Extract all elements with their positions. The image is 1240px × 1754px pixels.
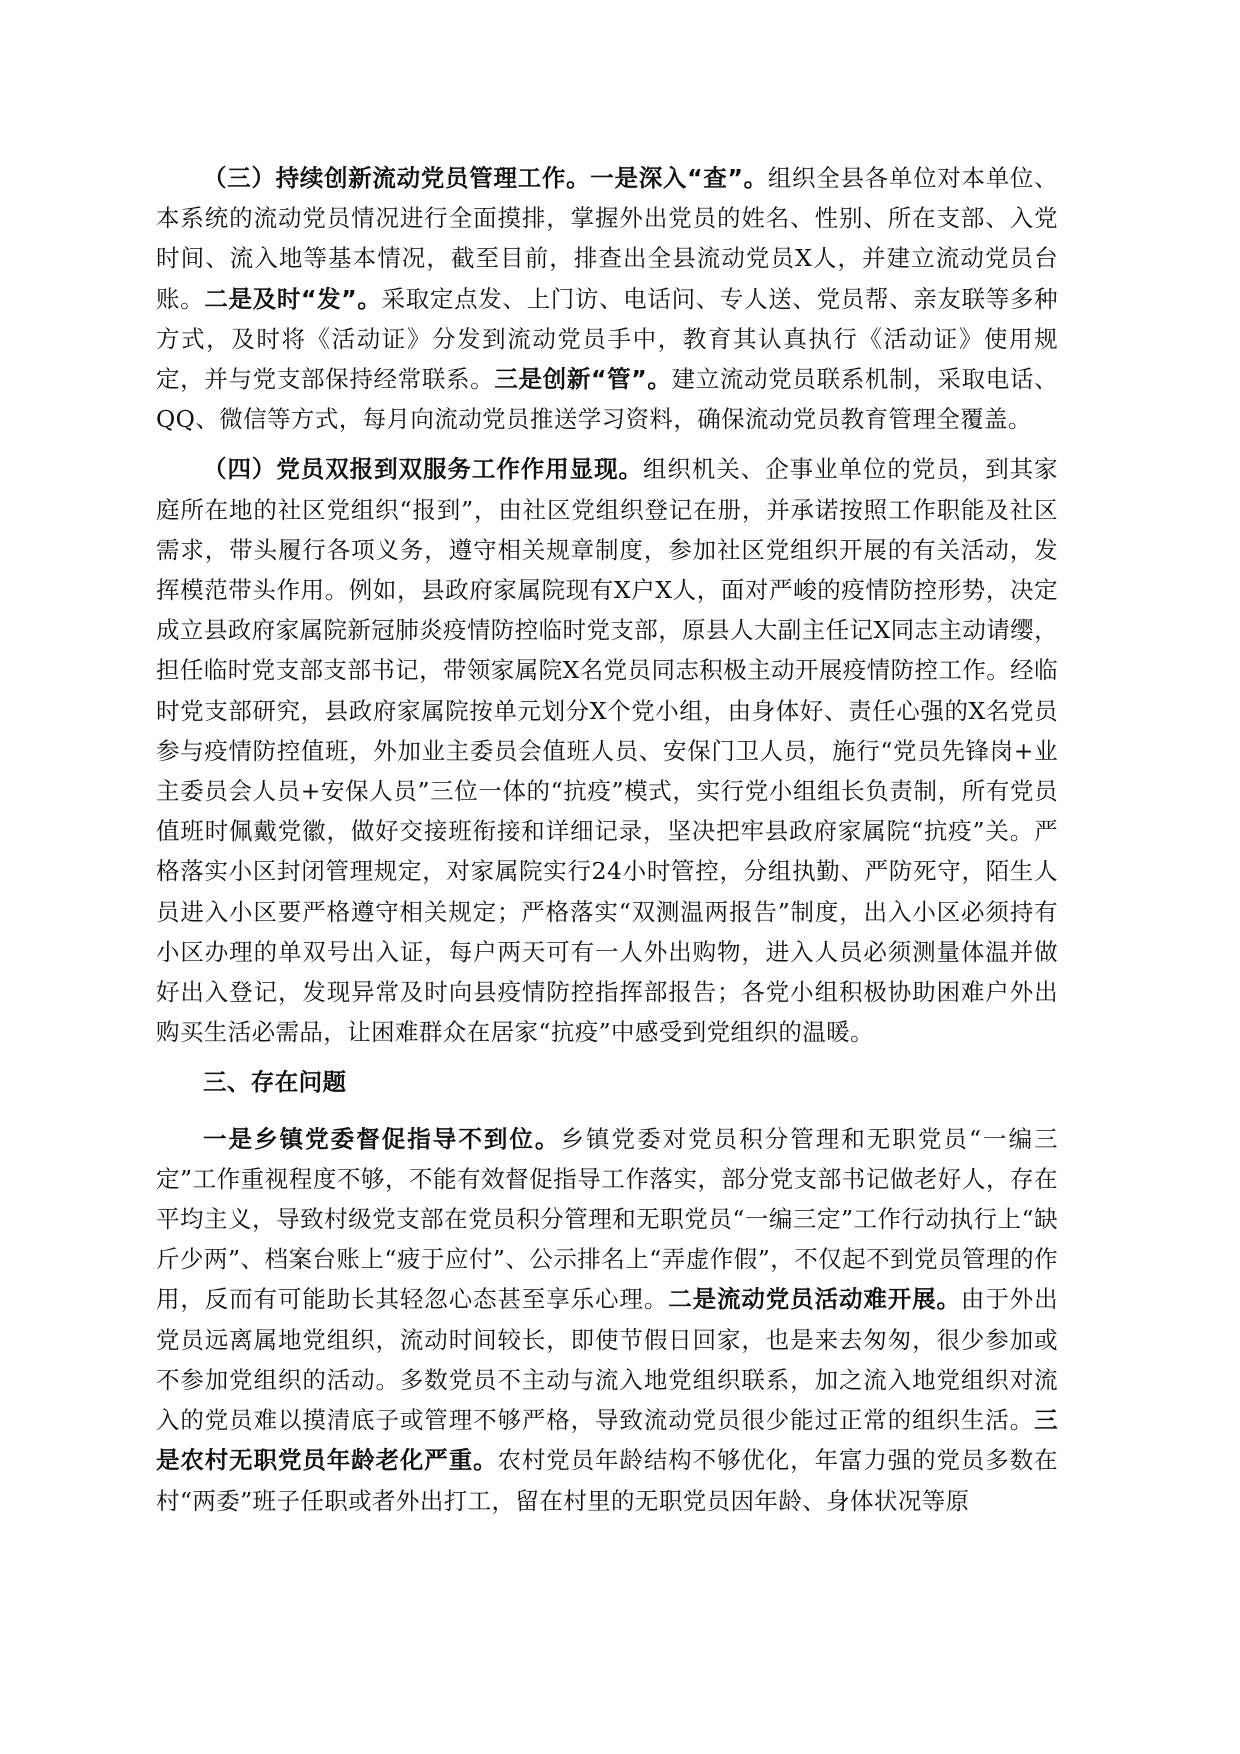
paragraph-problems (156, 1119, 1058, 1521)
point-three-title: 三是创新“管”。 (494, 365, 672, 394)
point-two-title: 二是及时“发”。 (204, 284, 382, 313)
point-three-text: 建立流动党员联系机制，采取电话、QQ、微信等方式，每月向流动党员推送学习资料，确保流动党员教育管理全覆盖。 (156, 365, 1058, 434)
problem-one-text: 乡镇党委对党员积分管理和无职党员“一编三定”工作重视程度不够，不能有效督促指导工作落实，部分党支部书记做老好人，存在平均主义，导致村级党支部在党员积分管理和无职党员“一编三定”工作行动执行上“缺斤少两”、档案台账上“疲于应付”、公示排名上“弄虚作假”，不仅起不到党员管理的作用，反而有可能助长其轻忽心态甚至享乐心理。 (156, 1124, 1059, 1314)
paragraph-heading: （三）持续创新流动党员管理工作。 (203, 164, 591, 192)
paragraph-dual-service (156, 449, 1058, 1052)
problem-two-title: 二是流动党员活动难开展。 (668, 1285, 961, 1314)
paragraph-heading: （四）党员双报到双服务工作作用显现。 (203, 455, 643, 484)
point-two-text: 采取定点发、上门访、电话问、专人送、党员帮、亲友联等多种方式，及时将《活动证》分发到流动党员手中，教育其认真执行《活动证》使用规定，并与党支部保持经常联系。 (156, 284, 1058, 394)
section-heading: 三、存在问题 (203, 1068, 347, 1097)
problem-one-title: 一是乡镇党委督促指导不到位。 (203, 1124, 561, 1153)
problem-two-text: 由于外出党员远离属地党组织，流动时间较长，即使节假日回家，也是来去匆匆，很少参加或不参加党组织的活动。多数党员不主动与流入地党组织联系，加之流入地党组织对流入的党员难以摸清底子或管理不够严格，导致流动党员很少能过正常的组织生活。 (156, 1285, 1058, 1435)
problem-three-text: 农村党员年龄结构不够优化，年富力强的党员多数在村“两委”班子任职或者外出打工，留在村里的无职党员因年龄、身体状况等原 (156, 1446, 1058, 1515)
problem-three-title: 三是农村无职党员年龄老化严重。 (156, 1406, 1058, 1475)
document-body (156, 158, 1058, 1531)
point-one-text: 组织全县各单位对本单位、本系统的流动党员情况进行全面摸排，掌握外出党员的姓名、性别、所在支部、入党时间、流入地等基本情况，截至目前，排查出全县流动党员X人，并建立流动党员台账。 (156, 164, 1059, 313)
paragraph-text: 组织机关、企事业单位的党员，到其家庭所在地的社区党组织“报到”，由社区党组织登记在册，并承诺按照工作职能及社区需求，带头履行各项义务，遵守相关规章制度，参加社区党组织开展的有关活动，发挥模范带头作用。例如，县政府家属院现有X户X人，面对严峻的疫情防控形势，决定成立县政府家属院新冠肺炎疫情防控临时党支部，原县人大副主任记X同志主动请缨，担任临时党支部支部书记，带领家属院X名党员同志积极主动开展疫情防控工作。经临时党支部研究，县政府家属院按单元划分X个党小组，由身体好、责任心强的X名党员参与疫情防控值班，外加业主委员会值班人员、安保门卫人员，施行“党员先锋岗+业主委员会人员+安保人员”三位一体的“抗疫”模式，实行党小组组长负责制，所有党员值班时佩戴党徽，做好交接班衔接和详细记录，坚决把牢县政府家属院“抗疫”关。严格落实小区封闭管理规定，对家属院实行24小时管控，分组执勤、严防死守，陌生人员进入小区要严格遵守相关规定；严格落实“双测温两报告”制度，出入小区必须持有小区办理的单双号出入证，每户两天可有一人外出购物，进入人员必须测量体温并做好出入登记，发现异常及时向县疫情防控指挥部报告；各党小组积极协助困难户外出购买生活必需品，让困难群众在居家“抗疫”中感受到党组织的温暖。 (156, 455, 1058, 1047)
paragraph-mobile-party-members (156, 158, 1058, 439)
point-one-title: 一是深入“查”。 (590, 164, 768, 192)
